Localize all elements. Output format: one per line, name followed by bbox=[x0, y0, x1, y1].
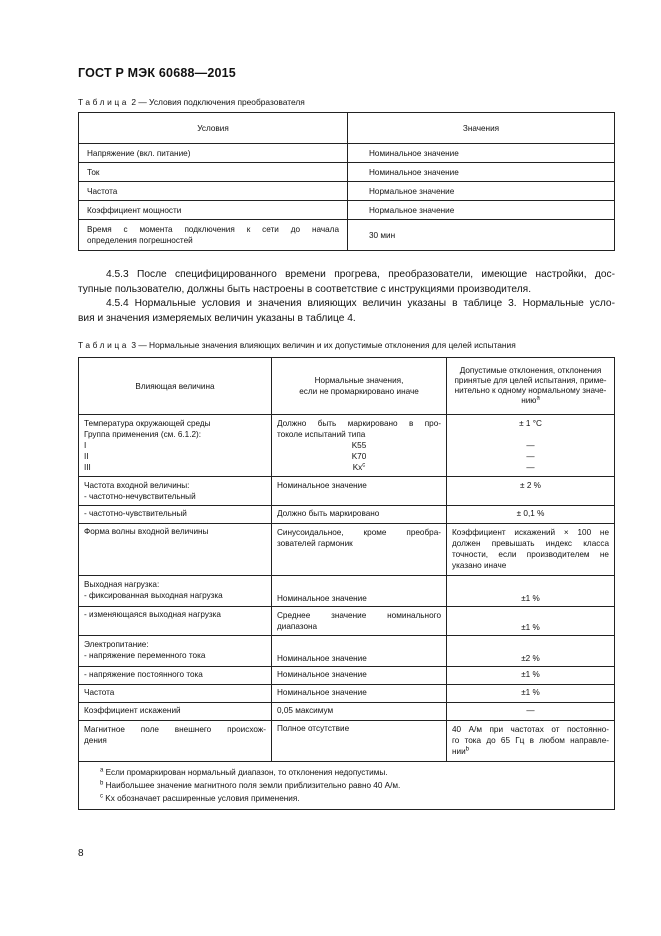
table2-cond-cell: Частота bbox=[79, 182, 348, 201]
table-row bbox=[79, 415, 615, 477]
table-row bbox=[79, 667, 615, 685]
footnote-ref-a: a bbox=[536, 395, 540, 402]
table3-cell-deviation: ±1 % bbox=[447, 576, 615, 607]
table3-col-header-normal bbox=[272, 358, 447, 415]
document-header: ГОСТ Р МЭК 60688—2015 bbox=[78, 66, 236, 80]
cell-line: 40 А/м при частотах от постоянно- bbox=[452, 725, 609, 734]
table3-cell-deviation bbox=[447, 415, 615, 477]
table3-cell-deviation bbox=[447, 477, 615, 506]
table3-col-header-deviation-line bbox=[452, 396, 609, 406]
table3-col-header-deviation-line: Допустимые отклонения, отклонения bbox=[459, 366, 602, 375]
footnote-text: Если промаркирован нормальный диапазон, то отклонения недопустимы. bbox=[105, 768, 388, 777]
table3-col-header-quantity: Влияющая величина bbox=[79, 358, 272, 415]
table3-cell-quantity bbox=[79, 636, 272, 667]
table2-cond-line1: Время с момента подключения к сети до начала bbox=[87, 225, 339, 234]
table3-cell-normal: Номинальное значение bbox=[272, 636, 447, 667]
cell-line: — bbox=[526, 441, 535, 450]
table-row bbox=[79, 685, 615, 703]
cell-line: зователей гармоник bbox=[277, 539, 353, 548]
cell-line: Среднее значение номинального bbox=[277, 611, 441, 620]
table-row bbox=[79, 524, 615, 576]
cell-line: дения bbox=[84, 736, 107, 745]
table3-cell-normal: Номинальное значение bbox=[272, 667, 447, 685]
table3-cell-quantity: - изменяющаяся выходная нагрузка bbox=[79, 607, 272, 636]
table3-cell-normal bbox=[272, 477, 447, 506]
footnote-ref-b: b bbox=[465, 746, 470, 753]
cell-line: Группа применения (см. 6.1.2): bbox=[84, 430, 202, 439]
paragraph-line: 4.5.3 После специфицированного времени прогрева, преобразователи, имеющие настройки, дос- bbox=[106, 269, 615, 280]
table3-cell-normal: Номинальное значение bbox=[272, 576, 447, 607]
table2-cond-cell: Напряжение (вкл. питание) bbox=[79, 144, 348, 163]
table2-value-cell: Нормальное значение bbox=[348, 201, 615, 220]
cell-line: Должно быть маркировано в про- bbox=[277, 419, 441, 428]
paragraph-4-5-4 bbox=[78, 297, 615, 326]
table3-cell-quantity bbox=[79, 415, 272, 477]
class-label: K70 bbox=[351, 452, 367, 461]
table3-caption-text: 3 — Нормальные значения влияющих величин и их допустимые отклонения для целей испытания bbox=[131, 340, 516, 350]
table-row bbox=[79, 144, 615, 163]
table3-cell-quantity: - частотно-чувствительный bbox=[79, 506, 272, 524]
footnote bbox=[100, 766, 600, 779]
table-row bbox=[79, 201, 615, 220]
table3-cell-quantity: Частота bbox=[79, 685, 272, 703]
table3-cell-normal bbox=[272, 607, 447, 636]
table-row bbox=[79, 636, 615, 667]
table3-cell-normal bbox=[272, 524, 447, 576]
footnote-mark: a bbox=[100, 767, 104, 774]
cell-line: ± 1 °C bbox=[519, 419, 542, 428]
table-row bbox=[79, 607, 615, 636]
table3-col-header-deviation-line: нительно к одному нормальному значе- bbox=[454, 386, 607, 395]
table3-cell-normal bbox=[272, 415, 447, 477]
table2-cond-cell: Ток bbox=[79, 163, 348, 182]
table3-cell-deviation bbox=[447, 524, 615, 576]
cell-line: - частотно-нечувствительный bbox=[84, 492, 196, 501]
table-row bbox=[79, 163, 615, 182]
paragraph-line: тупные пользователю, должны быть настроены в соответствие с инструкциями производителя. bbox=[78, 283, 532, 295]
class-label bbox=[277, 462, 441, 473]
cell-line: Синусоидальное, кроме преобра- bbox=[277, 528, 441, 537]
table3-cell-normal: 0,05 максимум bbox=[272, 703, 447, 721]
cell-line: ± 2 % bbox=[520, 481, 541, 490]
footnote-text: Наибольшее значение магнитного поля земли приблизительно равно 40 А/м. bbox=[105, 781, 401, 790]
footnote bbox=[100, 792, 600, 805]
class-label-text: Kx bbox=[352, 463, 363, 472]
cell-line: Номинальное значение bbox=[277, 481, 367, 490]
cell-line: - напряжение переменного тока bbox=[84, 651, 206, 660]
paragraph-4-5-3 bbox=[78, 268, 615, 297]
table2-cond-cell bbox=[79, 220, 348, 251]
table3-cell-deviation: ±1 % bbox=[447, 607, 615, 636]
cell-line: Коэффициент искажений × 100 не bbox=[452, 528, 609, 537]
table2-cond-cell: Коэффициент мощности bbox=[79, 201, 348, 220]
cell-line: Частота входной величины: bbox=[84, 481, 190, 490]
table2-value-cell: Нормальное значение bbox=[348, 182, 615, 201]
table-row bbox=[79, 506, 615, 524]
cell-line: диапазона bbox=[277, 622, 318, 631]
table3-caption-word: Таблица bbox=[78, 340, 130, 350]
cell-line: — bbox=[526, 452, 535, 461]
table2-caption-word: Таблица bbox=[78, 97, 130, 107]
table-row bbox=[79, 182, 615, 201]
table2-col-header-values: Значения bbox=[348, 113, 615, 144]
table2-caption-text: 2 — Условия подключения преобразователя bbox=[131, 97, 305, 107]
table3-cell-quantity bbox=[79, 477, 272, 506]
page-number: 8 bbox=[78, 848, 84, 859]
cell-line: го тока до 65 Гц в любом направле- bbox=[452, 736, 609, 745]
table3-cell-deviation: ±2 % bbox=[447, 636, 615, 667]
table3-cell-quantity: Форма волны входной величины bbox=[79, 524, 272, 576]
table3-footnotes-row bbox=[79, 762, 615, 810]
table3-footnotes bbox=[79, 762, 615, 810]
table3-cell-deviation: ±1 % bbox=[447, 667, 615, 685]
table-row bbox=[79, 220, 615, 251]
table3-cell-quantity bbox=[79, 576, 272, 607]
paragraph-line: вия и значения измеряемых величин указаны в таблице 4. bbox=[78, 312, 356, 324]
table3 bbox=[78, 357, 615, 810]
table3-col-header-normal-line2: если не промаркировано иначе bbox=[299, 387, 419, 396]
table3-cell-deviation bbox=[447, 721, 615, 762]
table2-col-header-conditions: Условия bbox=[79, 113, 348, 144]
footnote-ref-c: c bbox=[362, 462, 366, 469]
cell-line: — bbox=[526, 463, 535, 472]
cell-line: Магнитное поле внешнего происхож- bbox=[84, 725, 266, 734]
table3-cell-deviation: — bbox=[447, 703, 615, 721]
spacer bbox=[452, 429, 609, 440]
cell-line: должен превышать индекс класса bbox=[452, 539, 609, 548]
table3-cell-deviation: ±1 % bbox=[447, 685, 615, 703]
footnote-mark: c bbox=[100, 793, 103, 800]
group-label: I bbox=[84, 441, 87, 450]
table2-caption bbox=[78, 97, 305, 107]
table2-value-cell: Номинальное значение bbox=[348, 144, 615, 163]
table3-cell-quantity: - напряжение постоянного тока bbox=[79, 667, 272, 685]
table-row bbox=[79, 721, 615, 762]
footnote-text: Kx обозначает расширенные условия применения. bbox=[105, 794, 300, 803]
cell-line-text: нии bbox=[452, 747, 466, 756]
table2-value-cell: Номинальное значение bbox=[348, 163, 615, 182]
footnote bbox=[100, 779, 600, 792]
table2-value-cell: 30 мин bbox=[348, 220, 615, 251]
cell-line: Выходная нагрузка: bbox=[84, 580, 160, 589]
table3-cell-normal: Полное отсутствие bbox=[272, 721, 447, 762]
table2-header-row bbox=[79, 113, 615, 144]
table2-cond-line2: определения погрешностей bbox=[87, 236, 193, 245]
table3-col-header-deviation-tail: нию bbox=[521, 396, 537, 405]
footnote-mark: b bbox=[100, 780, 104, 787]
cell-line: Электропитание: bbox=[84, 640, 149, 649]
group-label: III bbox=[84, 463, 91, 472]
table3-cell-deviation: ± 0,1 % bbox=[447, 506, 615, 524]
class-label: K55 bbox=[351, 441, 367, 450]
table-row bbox=[79, 576, 615, 607]
group-label: II bbox=[84, 452, 89, 461]
cell-line: Температура окружающей среды bbox=[84, 419, 211, 428]
table3-cell-quantity bbox=[79, 721, 272, 762]
paragraph-line: 4.5.4 Нормальные условия и значения влияющих величин указаны в таблице 3. Нормальные усло- bbox=[106, 298, 615, 309]
table3-col-header-deviation bbox=[447, 358, 615, 415]
table-row bbox=[79, 477, 615, 506]
cell-line: токоле испытаний типа bbox=[277, 430, 366, 439]
table2 bbox=[78, 112, 615, 251]
cell-line: - фиксированная выходная нагрузка bbox=[84, 591, 223, 600]
table3-caption bbox=[78, 340, 516, 350]
table3-col-header-normal-line1: Нормальные значения, bbox=[314, 376, 404, 385]
table-row bbox=[79, 703, 615, 721]
table3-col-header-deviation-line: принятые для целей испытания, приме- bbox=[454, 376, 607, 385]
table3-cell-normal: Должно быть маркировано bbox=[272, 506, 447, 524]
table3-cell-normal: Номинальное значение bbox=[272, 685, 447, 703]
table3-cell-quantity: Коэффициент искажений bbox=[79, 703, 272, 721]
cell-line bbox=[452, 746, 609, 757]
cell-line: точности, если производителем не bbox=[452, 550, 609, 559]
cell-line: указано иначе bbox=[452, 561, 507, 570]
table3-header-row bbox=[79, 358, 615, 415]
